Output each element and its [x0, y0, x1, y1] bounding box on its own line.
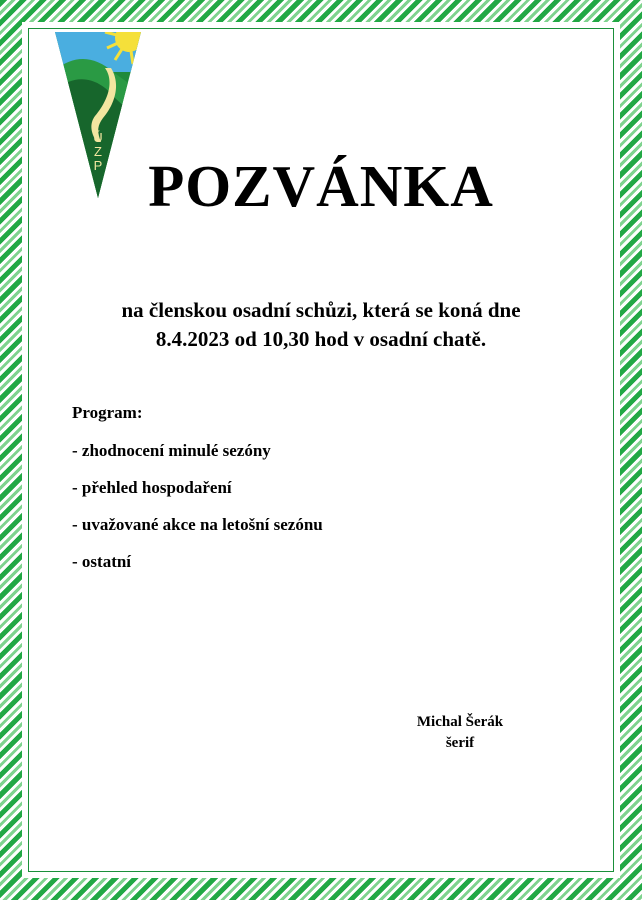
program-item: - uvažované akce na letošní sezónu [72, 515, 323, 534]
signature-role: šerif [445, 735, 475, 751]
program-heading: Program: [72, 403, 143, 422]
logo-letter-u: Ú [93, 130, 103, 145]
invitation-text-line-1: na členskou osadní schůzi, která se koná dne [121, 298, 521, 322]
program-item: - zhodnocení minulé sezóny [72, 441, 271, 460]
page-title: POZVÁNKA [148, 153, 494, 219]
logo-letter-z: Z [94, 144, 102, 159]
program-item: - ostatní [72, 552, 132, 571]
invitation-text-line-2: 8.4.2023 od 10,30 hod v osadní chatě. [155, 327, 487, 351]
invitation-text [60, 296, 582, 354]
program-list [72, 440, 323, 573]
signature-name: Michal Šerák [416, 714, 504, 730]
program-section [72, 402, 323, 588]
logo-letter-p: P [93, 158, 103, 173]
signature-block [390, 712, 530, 754]
program-item: - přehled hospodaření [72, 478, 232, 497]
